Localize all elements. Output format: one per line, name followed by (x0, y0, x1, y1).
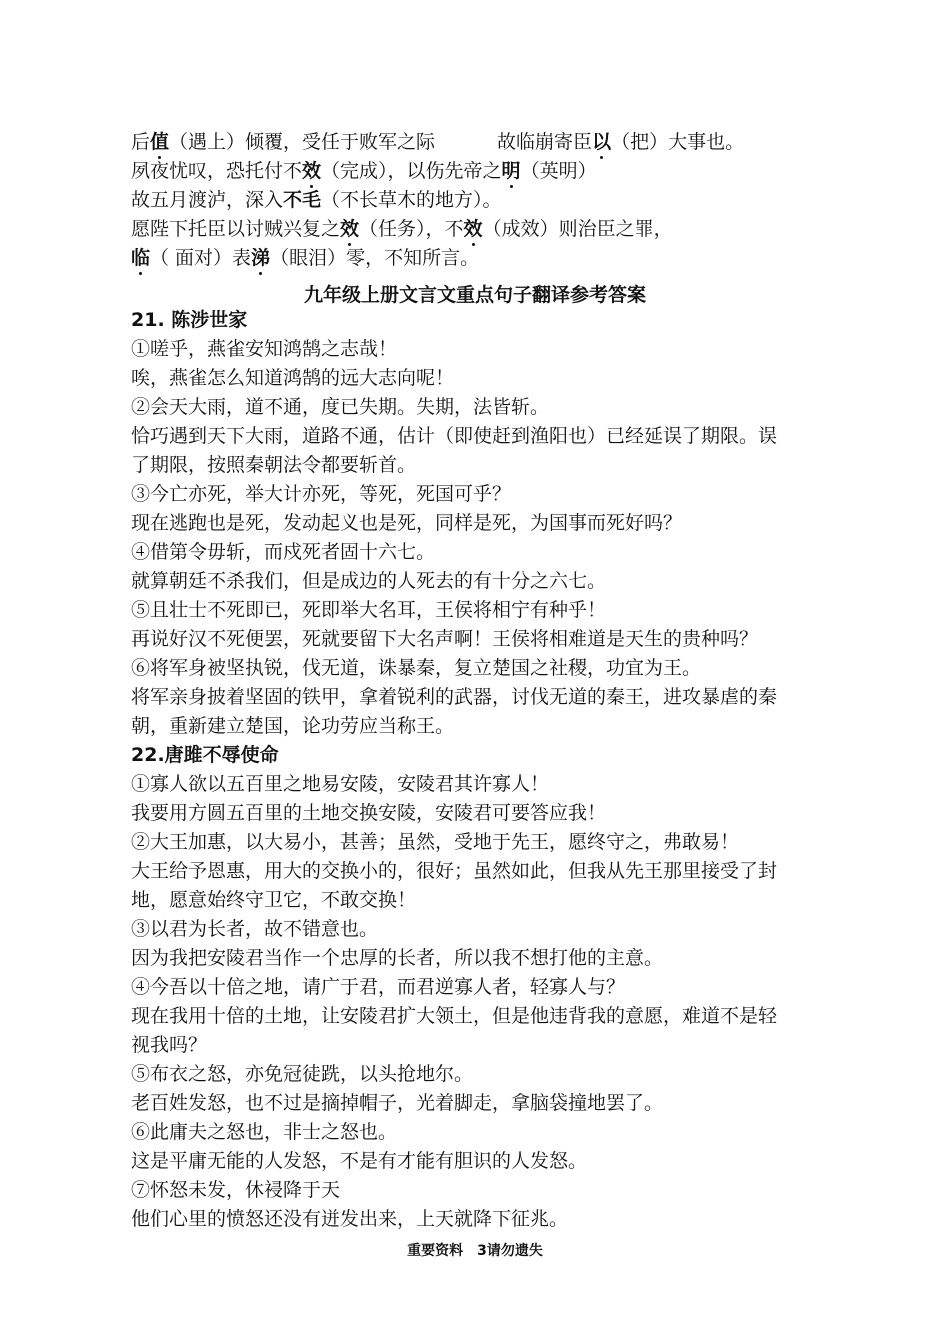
text-line: ⑦怀怒未发，休祲降于天 (131, 1179, 341, 1201)
text-line: ②大王加惠，以大易小，甚善；虽然，受地于先王，愿终守之，弗敢易！ (131, 831, 740, 853)
text-line: 恰巧遇到天下大雨，道路不通，估计（即使赶到渔阳也）已经延误了期限。误 (131, 425, 778, 447)
text-line: 了期限，按照秦朝法令都要斩首。 (131, 454, 417, 476)
key-word: 明 (501, 160, 521, 182)
text-line: ④借第令毋斩，而戍死者固十六七。 (131, 541, 436, 563)
note-line-3: 故五月渡泸，深入不毛（不长草木的地方）。 (131, 189, 502, 211)
text-line: ①嗟乎，燕雀安知鸿鹄之志哉！ (131, 338, 398, 360)
text-line: ②会天大雨，道不通，度已失期。失期，法皆斩。 (131, 396, 550, 418)
text-line: 大王给予恩惠，用大的交换小的，很好；虽然如此，但我从先王那里接受了封 (131, 860, 778, 882)
key-word: 以 (592, 131, 612, 153)
section-heading: 21. 陈涉世家 (131, 309, 248, 331)
text-line: 唉，燕雀怎么知道鸿鹄的远大志向呢！ (131, 367, 455, 389)
text-line: ④今吾以十倍之地，请广于君，而君逆寡人者，轻寡人与？ (131, 976, 626, 998)
text-line: 将军亲身披着坚固的铁甲，拿着锐利的武器，讨伐无道的秦王，进攻暴虐的秦 (131, 686, 778, 708)
text-line: ⑥此庸夫之怒也，非士之怒也。 (131, 1121, 398, 1143)
text-line: 朝，重新建立楚国，论功劳应当称王。 (131, 715, 455, 737)
text-line: 地，愿意始终守卫它，不敢交换！ (131, 889, 417, 911)
text-line: ③今亡亦死，举大计亦死，等死，死国可乎？ (131, 483, 512, 505)
note-line-5: 临（ 面对）表涕（眼泪）零，不知所言。 (131, 247, 480, 269)
key-word: 不毛 (283, 189, 322, 211)
key-word: 涕 (251, 247, 271, 269)
page-footer: 重要资料 3请勿遗失 (407, 1243, 543, 1259)
text-line: ③以君为长者，故不错意也。 (131, 918, 379, 940)
text-line: 现在我用十倍的土地，让安陵君扩大领土，但是他违背我的意愿，难道不是轻 (131, 1005, 778, 1027)
key-word: 效 (340, 218, 360, 240)
note-line-1: 后值（遇上）倾覆，受任于败军之际 故临崩寄臣以（把）大事也。 (131, 131, 745, 153)
text-line: 我要用方圆五百里的土地交换安陵，安陵君可要答应我！ (131, 802, 607, 824)
key-word: 效 (463, 218, 483, 240)
text-line: ⑤布衣之怒，亦免冠徒跣，以头抢地尔。 (131, 1063, 474, 1085)
text-line: 老百姓发怒，也不过是摘掉帽子，光着脚走，拿脑袋撞地罢了。 (131, 1092, 664, 1114)
text-line: 这是平庸无能的人发怒，不是有才能有胆识的人发怒。 (131, 1150, 588, 1172)
text-line: ⑤且壮士不死即已，死即举大名耳，王侯将相宁有种乎！ (131, 599, 607, 621)
text-line: ⑥将军身被坚执锐，伐无道，诛暴秦，复立楚国之社稷，功宜为王。 (131, 657, 702, 679)
key-word: 效 (302, 160, 322, 182)
text-line: 视我吗？ (131, 1034, 208, 1056)
note-line-4: 愿陛下托臣以讨贼兴复之效（任务），不效（成效）则治臣之罪， (131, 218, 673, 240)
note-line-2: 夙夜忧叹，恐托付不效（完成），以伤先帝之明（英明） (131, 160, 597, 182)
text-line: 现在逃跑也是死，发动起义也是死，同样是死，为国事而死好吗？ (131, 512, 683, 534)
text-line: 就算朝廷不杀我们，但是成边的人死去的有十分之六七。 (131, 570, 607, 592)
text-line: 他们心里的愤怒还没有迸发出来，上天就降下征兆。 (131, 1208, 569, 1230)
text-line: 因为我把安陵君当作一个忠厚的长者，所以我不想打他的主意。 (131, 947, 664, 969)
text-line: 再说好汉不死便罢，死就要留下大名声啊！王侯将相难道是天生的贵种吗？ (131, 628, 759, 650)
text-line: ①寡人欲以五百里之地易安陵，安陵君其许寡人！ (131, 773, 550, 795)
key-word: 临 (131, 247, 151, 269)
page-title: 九年级上册文言文重点句子翻译参考答案 (303, 284, 646, 306)
section-heading: 22.唐雎不辱使命 (131, 744, 279, 766)
key-word: 值 (150, 131, 170, 153)
